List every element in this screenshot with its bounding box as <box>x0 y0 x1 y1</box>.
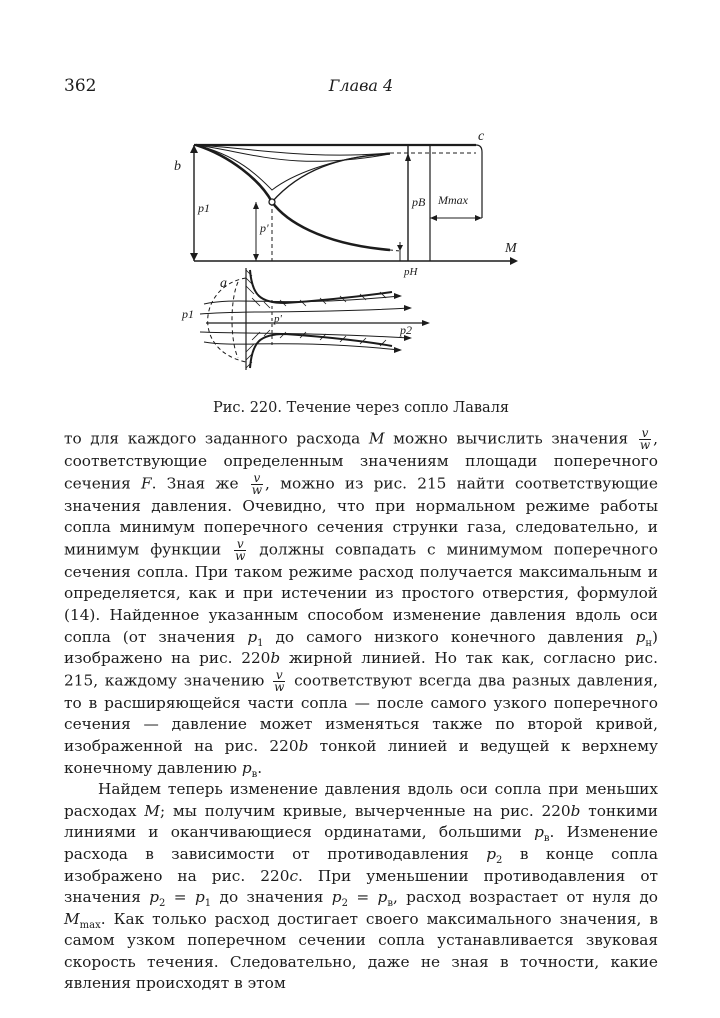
label-p1-top: p1 <box>198 201 210 215</box>
paragraph: то для каждого заданного расхода M можно вычислить значения $\frac{v}{w}$ , соответствующие определенным значениям площади поперечного сечения F. Зная же $\frac{v}{w}$ , можно из рис. 215 найти соответствующие значения давления. Очевидно, что при нормальном режиме работы сопла минимум поперечного сечения струнки газа, следовательно, и минимум функции $\frac{v}{w}$ должны совпадать с минимумом поперечного сечения сопла. При таком режиме расход получается максимальным и определяется, как и при истечении из простого отверстия, формулой (14). Найденное указанным способом изменение давления вдоль оси сопла (от значения $p_1$ до самого низкого конечного давления $p_н$) изображено на рис. 220b жирной линией. Но так как, согласно рис. 215, каждому значению $\frac{v}{w}$ соответствуют всегда два разных давления, то в расширяющейся части сопла — после самого узкого поперечного сечения — давление может изменяться также по второй кривой, изображенной на рис. 220b тонкой линией и ведущей к верхнему конечному давлению $p_в$. <box>64 426 658 780</box>
label-c: c <box>478 129 485 144</box>
label-pB: pB <box>412 195 426 209</box>
fraction-v-over-w: $\frac{v}{w}$ <box>639 426 651 452</box>
figure-220 <box>160 120 560 380</box>
paragraph: Найдем теперь изменение давления вдоль оси сопла при меньших расходах M; мы получим кривые, вычерченные на рис. 220b тонкими линиями и оканчивающиеся ординатами, большими $p_в$. Изменение расхода в зависимости от противодавления $p_2$ в конце сопла изображено на рис. 220c. При уменьшении противодавления от значения $p_2 = p_1$ до значения $p_2 = p_в$, расход возрастает от нуля до $M_{max}$. Как только расход достигает своего максимального значения, в самом узком поперечном сечении сопла устанавливается звуковая скорость течения. Следовательно, даже не зная в точности, какие явления происходят в этом <box>64 780 658 993</box>
page-number: 362 <box>64 76 97 96</box>
page-header <box>64 76 658 98</box>
label-p1-bottom: p1 <box>182 307 194 321</box>
fraction-v-over-w: $\frac{v}{w}$ <box>251 470 263 497</box>
m-axis-arrow <box>510 257 518 265</box>
label-pH: pH <box>404 266 418 278</box>
body-text <box>64 428 658 995</box>
label-p2: p2 <box>400 323 412 337</box>
laval-nozzle-diagram <box>160 120 560 380</box>
p-prime-point <box>269 199 275 205</box>
fraction-v-over-w: $\frac{v}{w}$ <box>274 667 285 694</box>
label-a: a <box>220 276 227 291</box>
label-b: b <box>174 159 181 174</box>
label-Mmax: Mmax <box>438 193 468 207</box>
label-p-prime: p' <box>260 221 269 235</box>
nozzle-upper-wall <box>250 270 392 303</box>
label-p-prime-bottom: p' <box>274 313 282 325</box>
label-M: M <box>505 241 517 256</box>
figure-caption: Рис. 220. Течение через сопло Лаваля <box>212 400 510 416</box>
fraction-v-over-w: $\frac{v}{w}$ <box>235 536 246 563</box>
chapter-title: Глава 4 <box>328 76 394 95</box>
